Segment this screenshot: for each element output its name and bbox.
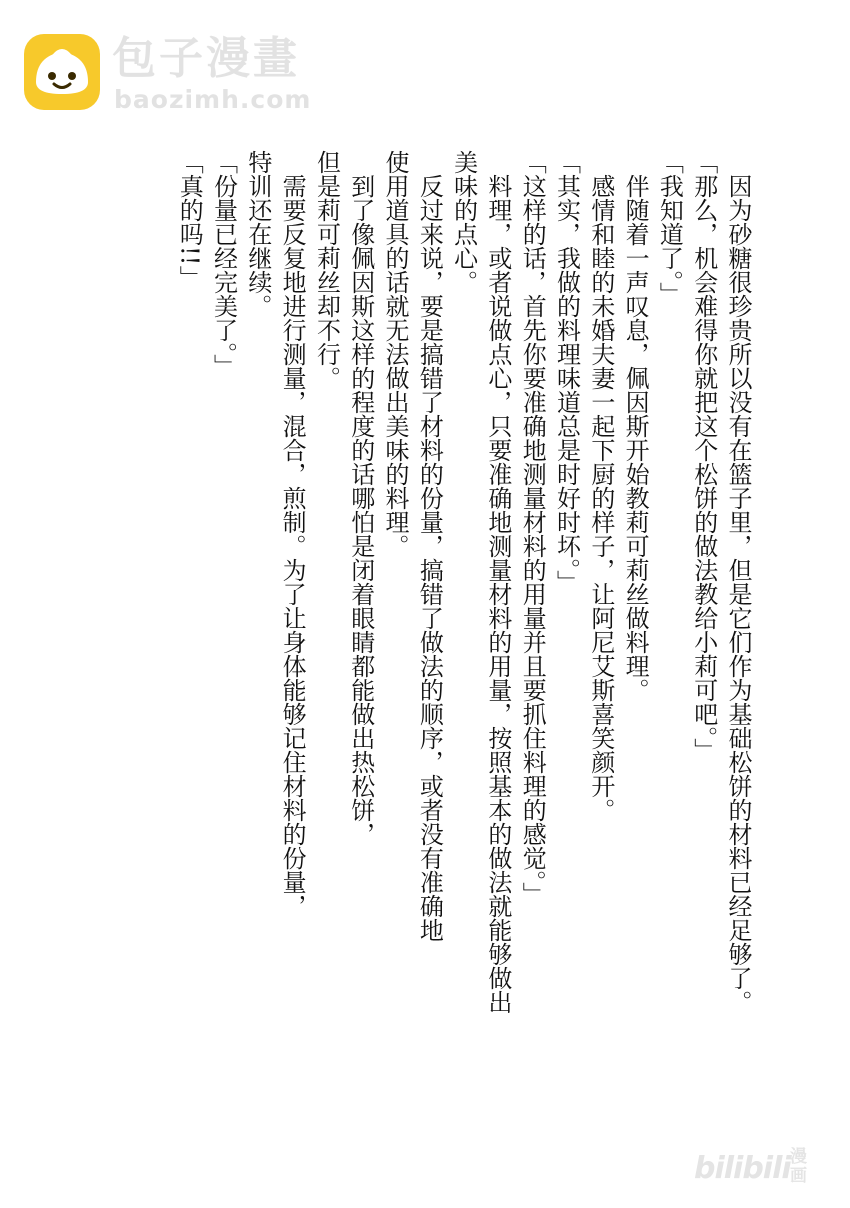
bilibili-logo-text: bilibili [694,1151,791,1186]
text-line: 使用道具的话就无法做出美味的料理。 [381,150,410,558]
text-line: 但是莉可莉丝却不行。 [312,150,341,390]
text-line: 到了像佩因斯这样的程度的话哪怕是闭着眼睛都能做出热松饼， [346,174,375,846]
watermark-site-name: 包子漫畫 [112,33,300,84]
text-line: 特训还在继续。 [243,150,272,318]
bilibili-manga-label: 漫画 [790,1147,807,1186]
novel-text-body [100,150,755,1110]
text-line: 需要反复地进行测量，混合，煎制。为了让身体能够记住材料的份量， [278,174,307,918]
dialogue-line: 「那么，机会难得你就把这个松饼的做法教给小莉可吧。」 [689,150,718,762]
dialogue-line: 「这样的话，首先你要准确地测量材料的用量并且要抓住料理的感觉。」 [518,150,547,906]
dialogue-line: 「份量已经完美了。」 [209,150,238,378]
text-line: 伴随着一声叹息，佩因斯开始教莉可莉丝做料理。 [621,174,650,702]
text-line: 美味的点心。 [449,150,478,294]
bilibili-manga-watermark [694,1148,834,1192]
text-line: 反过来说，要是搞错了材料的份量，搞错了做法的顺序，或者没有准确地 [415,174,444,942]
dialogue-line: 「真的吗!!」 [175,150,204,290]
watermark-site-domain: baozimh.com [114,85,312,114]
text-line: 感情和睦的未婚夫妻一起下厨的样子，让阿尼艾斯喜笑颜开。 [586,174,615,822]
text-line: 因为砂糖很珍贵所以没有在篮子里，但是它们作为基础松饼的材料已经足够了。 [724,174,752,1014]
baozimh-watermark [24,32,324,118]
text-line: 料理，或者说做点心，只要准确地测量材料的用量，按照基本的做法就能够做出 [483,174,512,1014]
dialogue-line: 「我知道了。」 [655,150,684,306]
bun-face-icon [24,34,100,110]
dialogue-line: 「其实，我做的料理味道总是时好时坏。」 [552,150,581,594]
